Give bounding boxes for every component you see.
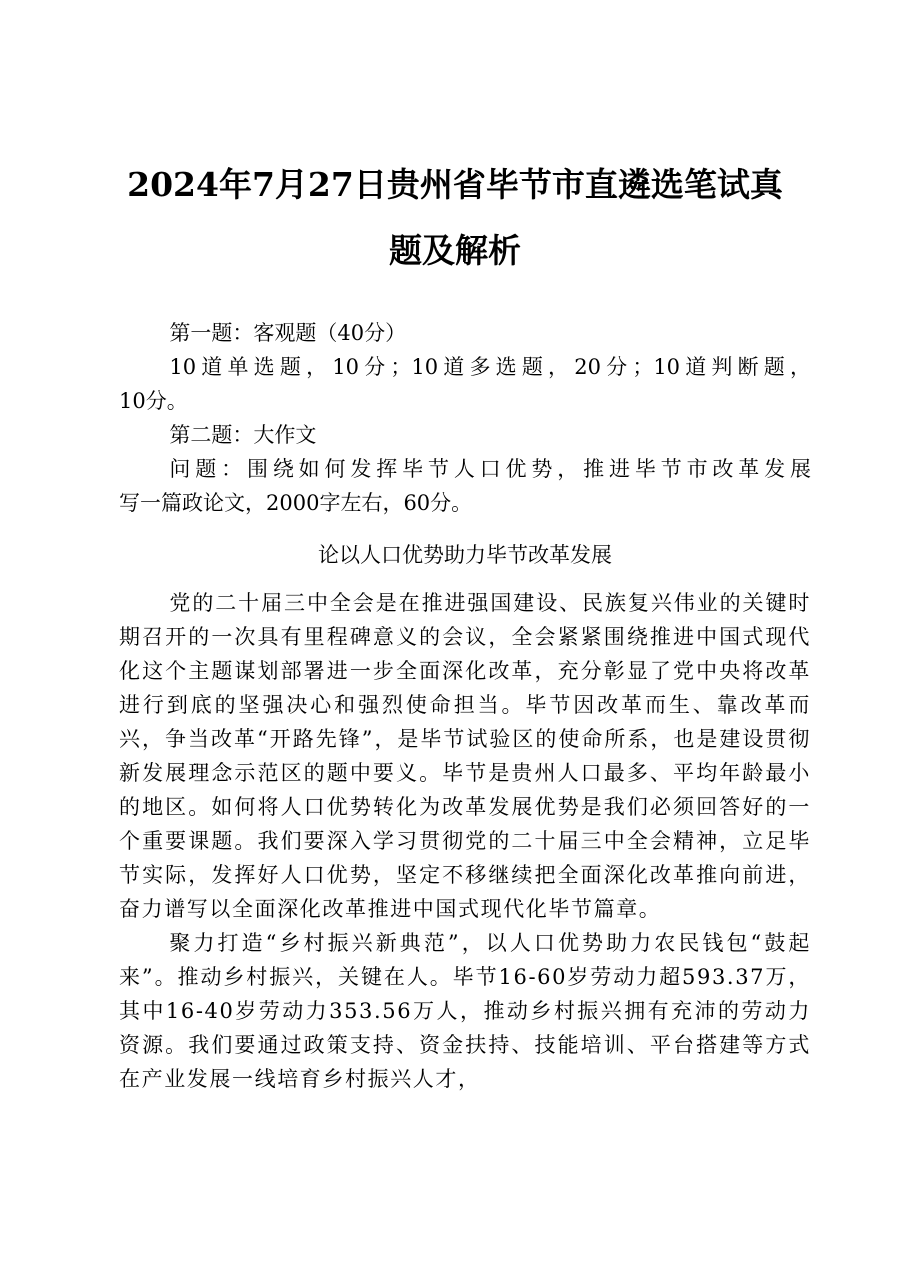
part1-detail-line-1: 10道单选题，10分；10道多选题，20分；10道判断题， [169,355,811,379]
part2-prompt-line-1: 问题：围绕如何发挥毕节人口优势，推进毕节市改革发展 [169,457,811,481]
document-body [119,316,811,1096]
essay-paragraph-1: 党的二十届三中全会是在推进强国建设、民族复兴伟业的关键时期召开的一次具有里程碑意义的会议，全会紧紧围绕推进中国式现代化这个主题谋划部署进一步全面深化改革，充分彰显了党中央将改革进行到底的坚强决心和强烈使命担当。毕节因改革而生、靠改革而兴，争当改革“开路先锋”，是毕节试验区的使命所系，也是建设贯彻新发展理念示范区的题中要义。毕节是贵州人口最多、平均年龄最小的地区。如何将人口优势转化为改革发展优势是我们必须回答好的一个重要课题。我们要深入学习贯彻党的二十届三中全会精神，立足毕节实际，发挥好人口优势，坚定不移继续把全面深化改革推向前进，奋力谱写以全面深化改革推进中国式现代化毕节篇章。 [119,591,811,921]
part1-detail-line-2: 10分。 [119,389,188,413]
document-title-line-1: 2024年7月27日贵州省毕节市直遴选笔试真 [127,165,783,204]
document-title [110,152,800,284]
essay-title: 论以人口优势助力毕节改革发展 [318,543,612,567]
essay-body [119,586,811,1096]
part2-prompt-line-2: 写一篇政论文，2000字左右，60分。 [119,491,473,515]
document-title-line-2: 题及解析 [389,231,521,270]
part1-heading: 第一题：客观题（40分） [169,321,407,345]
part2-heading: 第二题：大作文 [169,423,317,447]
essay-paragraph-2: 聚力打造“乡村振兴新典范”，以人口优势助力农民钱包“鼓起来”。推动乡村振兴，关键在人。毕节16-60岁劳动力超593.37万，其中16-40岁劳动力353.56万人，推动乡村振兴拥有充沛的劳动力资源。我们要通过政策支持、资金扶持、技能培训、平台搭建等方式在产业发展一线培育乡村振兴人才， [119,931,811,1091]
